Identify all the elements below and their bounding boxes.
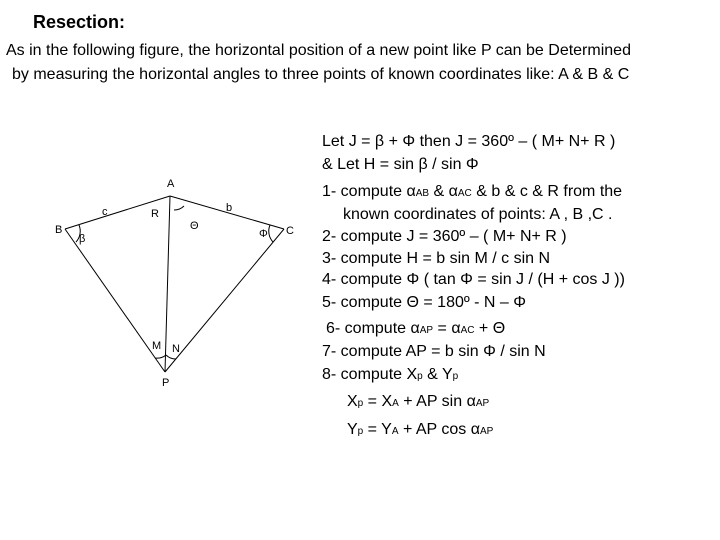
xp-formula: Xp = XA + AP sin αAP [347,393,490,410]
label-side-b: b [226,202,233,214]
label-angle-phi: Φ [259,228,268,240]
label-angle-r: R [151,208,159,220]
step-7: 7- compute AP = b sin Φ / sin N [322,343,546,360]
label-angle-n: N [172,343,180,355]
label-angle-m: M [152,340,162,352]
line-b-p [65,229,165,372]
label-b: B [55,224,63,236]
label-side-c: c [102,206,108,218]
label-angle-beta: β [79,233,86,245]
step-4: 4- compute Φ ( tan Φ = sin J / (H + cos J )) [322,271,625,288]
step-6: 6- compute αAP = αAC + Θ [326,320,506,337]
step-3: 3- compute H = b sin M / c sin N [322,250,551,267]
step-2: 2- compute J = 360º – ( M+ N+ R ) [322,228,567,245]
step-5: 5- compute Θ = 180º - N – Φ [322,294,527,311]
line-a-p [165,196,170,372]
angle-n-arc [166,355,176,359]
page-title: Resection: [33,12,126,32]
intro-line-1: As in the following figure, the horizontal position of a new point like P can be Determined [6,42,631,59]
yp-formula: Yp = YA + AP cos αAP [347,421,494,438]
label-angle-theta: Θ [190,220,199,232]
let-j-line: Let J = β + Φ then J = 360º – ( M+ N+ R ) [322,133,616,150]
angle-theta-arc [174,206,184,210]
step-1b: known coordinates of points: A , B ,C . [343,206,613,223]
label-p: P [162,377,170,389]
let-h-line: & Let H = sin β / sin Φ [322,156,479,173]
label-a: A [167,178,175,190]
angle-m-arc [155,355,166,358]
line-c-p [165,229,284,372]
step-1a: 1- compute αAB & αAC & b & c & R from the [322,183,623,200]
angle-phi-arc [269,225,273,242]
label-c: C [286,225,294,237]
intro-line-2: by measuring the horizontal angles to three points of known coordinates like: A & B & C [12,66,630,83]
step-8: 8- compute Xp & Yp [322,366,459,383]
